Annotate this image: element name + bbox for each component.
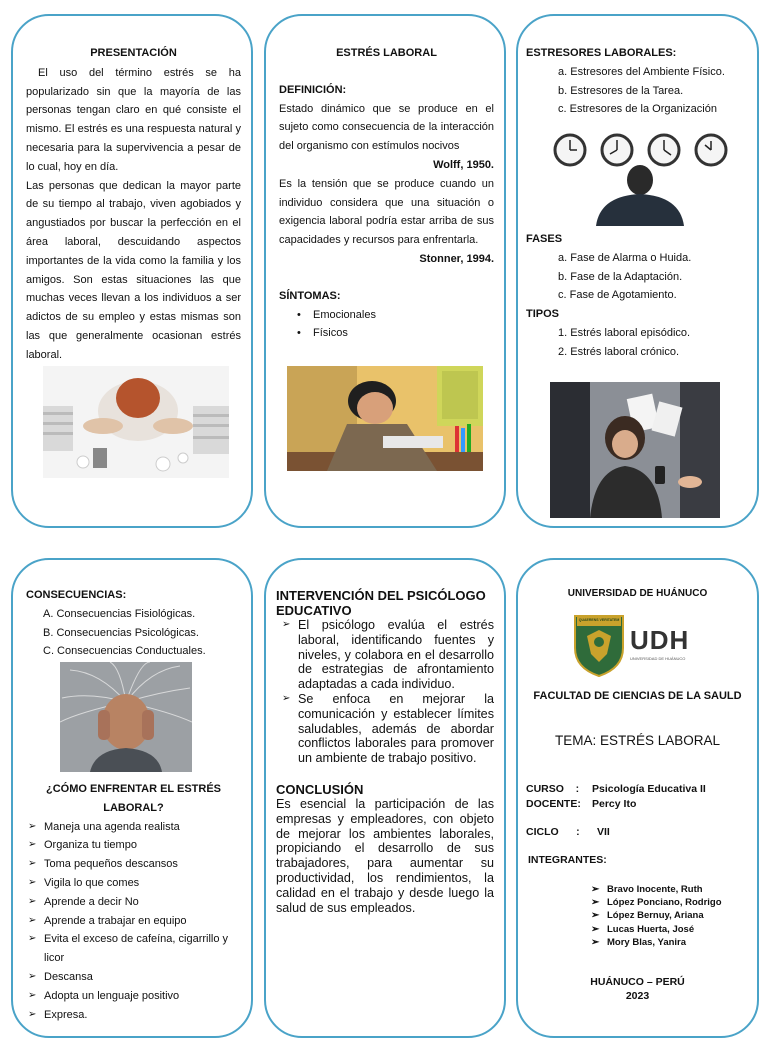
arrow-bullet-icon: ➢	[28, 858, 37, 870]
conclusion-text: Es esencial la participación de las empresas y empleadores, con objeto de mejorar los ambientes laborales, propiciando el desarrollo de sus trabajadores, para aumentar su productividad, los rendimientos, la calidad en el trabajo y desde luego la salud de sus empleados.	[276, 796, 494, 915]
fases-list	[526, 249, 747, 305]
definicion-author-2: Stonner, 1994.	[419, 252, 494, 265]
udh-logo-subtext: UNIVERSIDAD DE HUÁNUCO	[630, 656, 686, 661]
faculty-name: FACULTAD DE CIENCIAS DE LA SAULD	[533, 690, 742, 702]
enfrentar-content	[26, 780, 241, 1024]
arrow-bullet-icon: ➢	[282, 619, 291, 630]
arrow-bullet-icon: ➢	[591, 936, 600, 948]
clocks-businessman-photo	[550, 128, 730, 226]
panel-presentacion	[11, 14, 253, 528]
tema-title: TEMA: ESTRÉS LABORAL	[554, 733, 721, 748]
panel-consecuencias	[11, 558, 253, 1038]
presentacion-title: PRESENTACIÓN	[90, 47, 177, 59]
conclusion-heading: CONCLUSIÓN	[276, 781, 364, 797]
panel-estresores	[516, 14, 759, 528]
tips-list	[26, 818, 241, 1025]
list-item: a. Estresores del Ambiente Físico.	[558, 65, 725, 78]
course-info	[526, 782, 706, 868]
definicion-text-2: Es la tensión que se produce cuando un individuo considera que una situación o exigencia laboral podría estar arriba de sus capacidades y recursos para enfrentarla.	[279, 177, 494, 247]
place: HUÁNUCO – PERÚ	[590, 976, 685, 988]
list-item: B. Consecuencias Psicológicas.	[43, 626, 199, 639]
stressed-worker-photo	[43, 366, 229, 478]
list-item: ➢ Descansa	[26, 968, 241, 987]
overwhelmed-woman-photo	[550, 382, 720, 518]
estresores-heading: ESTRESORES LABORALES:	[526, 47, 677, 59]
estresores-content	[526, 44, 747, 119]
list-item: 2. Estrés laboral crónico.	[558, 345, 680, 358]
list-item: ➢ Aprende a trabajar en equipo	[26, 912, 241, 931]
university-name: UNIVERSIDAD DE HUÁNUCO	[567, 588, 708, 599]
arrow-bullet-icon: ➢	[282, 692, 291, 704]
presentacion-para1: El uso del término estrés se ha popularizado sin que la mayoría de las personas tengan claro en qué consiste el mismo. El estrés es una respuesta natural y necesaria para la supervivencia a pesar de lo cual, hoy en día.	[26, 66, 241, 173]
list-item: ➢ Mory Blas, Yanira	[591, 936, 687, 948]
list-item: C. Consecuencias Conductuales.	[43, 645, 206, 658]
arrow-bullet-icon: ➢	[591, 923, 600, 935]
list-item: ➢ Maneja una agenda realista	[26, 818, 241, 837]
udh-logo-text: UDH	[630, 625, 690, 655]
list-item: a. Fase de Alarma o Huida.	[558, 251, 692, 264]
year: 2023	[625, 990, 650, 1002]
panel-intervencion	[264, 558, 506, 1038]
shield-motto: QUAERENS VERITATEM	[578, 618, 620, 622]
arrow-bullet-icon: ➢	[591, 910, 600, 922]
docente-row: DOCENTE: Percy Ito	[526, 798, 637, 810]
definicion-heading: DEFINICIÓN:	[279, 83, 347, 96]
panel-portada	[516, 558, 759, 1038]
list-item: • Físicos	[279, 324, 494, 343]
fases-heading: FASES	[526, 233, 563, 245]
fases-tipos-content	[526, 230, 747, 362]
arrow-bullet-icon: ➢	[28, 933, 37, 945]
list-item: ➢ Organiza tu tiempo	[26, 836, 241, 855]
estres-title: ESTRÉS LABORAL	[336, 47, 437, 59]
arrow-bullet-icon: ➢	[28, 970, 37, 982]
estres-content	[279, 44, 494, 343]
sintomas-list	[279, 306, 494, 344]
list-item: ➢ Lucas Huerta, José	[591, 923, 695, 935]
list-item: ➢ Adopta un lenguaje positivo	[26, 987, 241, 1006]
list-item: b. Fase de la Adaptación.	[558, 270, 683, 283]
integrantes-heading: INTEGRANTES:	[528, 854, 607, 866]
tired-teacher-photo	[287, 366, 483, 471]
arrow-bullet-icon: ➢	[28, 914, 37, 926]
udh-logo	[572, 614, 702, 678]
list-item: ➢ Se enfoca en mejorar la comunicación y establecer límites saludables, además de abordar conflictos laborales para promover un ambiente de trabajo positivo.	[282, 691, 494, 766]
list-item: ➢ El psicólogo evalúa el estrés laboral, identificando fuentes y niveles, y colabora en el desarrollo de estrategias de afrontamiento adaptadas a cada individuo.	[282, 618, 494, 692]
consecuencias-content	[26, 586, 241, 661]
list-item: ➢ Toma pequeños descansos	[26, 855, 241, 874]
arrow-bullet-icon: ➢	[28, 839, 37, 851]
tipos-list	[526, 324, 747, 362]
definicion-text-1: Estado dinámico que se produce en el sujeto como consecuencia de la interacción del organismo con estímulos nocivos	[279, 102, 494, 153]
headache-man-photo	[60, 662, 192, 772]
estresores-list	[526, 63, 747, 119]
enfrentar-heading: ¿CÓMO ENFRENTAR EL ESTRÉS LABORAL?	[46, 783, 221, 814]
curso-row: CURSO : Psicología Educativa II	[526, 783, 706, 795]
panel-estres-laboral	[264, 14, 506, 528]
consecuencias-list	[11, 605, 241, 661]
list-item: • Emocionales	[279, 306, 494, 325]
definicion-author-1: Wolff, 1950.	[433, 158, 494, 171]
arrow-bullet-icon: ➢	[28, 820, 37, 832]
list-item: c. Fase de Agotamiento.	[558, 289, 677, 302]
sintomas-heading: SÍNTOMAS:	[279, 289, 341, 302]
list-item: ➢ Aprende a decir No	[26, 893, 241, 912]
arrow-bullet-icon: ➢	[28, 876, 37, 888]
place-year	[518, 975, 757, 1003]
arrow-bullet-icon: ➢	[28, 1008, 37, 1020]
list-item: ➢ Vigila lo que comes	[26, 874, 241, 893]
list-item: ➢ López Ponciano, Rodrigo	[591, 897, 722, 909]
list-item: ➢ Evita el exceso de cafeína, cigarrillo y licor	[26, 930, 241, 968]
integrantes-list	[589, 883, 722, 949]
list-item: ➢ Bravo Inocente, Ruth	[591, 884, 703, 895]
intervencion-content	[276, 588, 494, 915]
arrow-bullet-icon: ➢	[28, 989, 37, 1001]
presentacion-content	[26, 44, 241, 365]
list-item: 1. Estrés laboral episódico.	[558, 326, 691, 339]
arrow-bullet-icon: ➢	[591, 884, 600, 895]
intervencion-heading: INTERVENCIÓN DEL PSICÓLOGO EDUCATIVO	[276, 588, 486, 618]
ciclo-row: CICLO : VII	[526, 826, 610, 838]
intervencion-list	[280, 618, 494, 766]
presentacion-para2: Las personas que dedican la mayor parte de su tiempo al trabajo, viven agobiados y angustiados por buscar la perfección en el área laboral, descuidando aspectos importantes de la vida como la familia y los amigos. Son estas situaciones las que muchas veces llevan a los individuos a ser adictos de su empleo y estas mismas son las que generalmente ocasionan estrés laboral.	[26, 179, 241, 361]
list-item: A. Consecuencias Fisiológicas.	[43, 607, 196, 620]
list-item: ➢ López Bernuy, Ariana	[591, 910, 704, 922]
consecuencias-heading: CONSECUENCIAS:	[26, 589, 127, 601]
arrow-bullet-icon: ➢	[591, 897, 600, 909]
list-item: ➢ Expresa.	[26, 1006, 241, 1025]
arrow-bullet-icon: ➢	[28, 895, 37, 907]
tipos-heading: TIPOS	[526, 308, 560, 321]
list-item: b. Estresores de la Tarea.	[558, 84, 684, 97]
list-item: c. Estresores de la Organización	[558, 103, 717, 116]
